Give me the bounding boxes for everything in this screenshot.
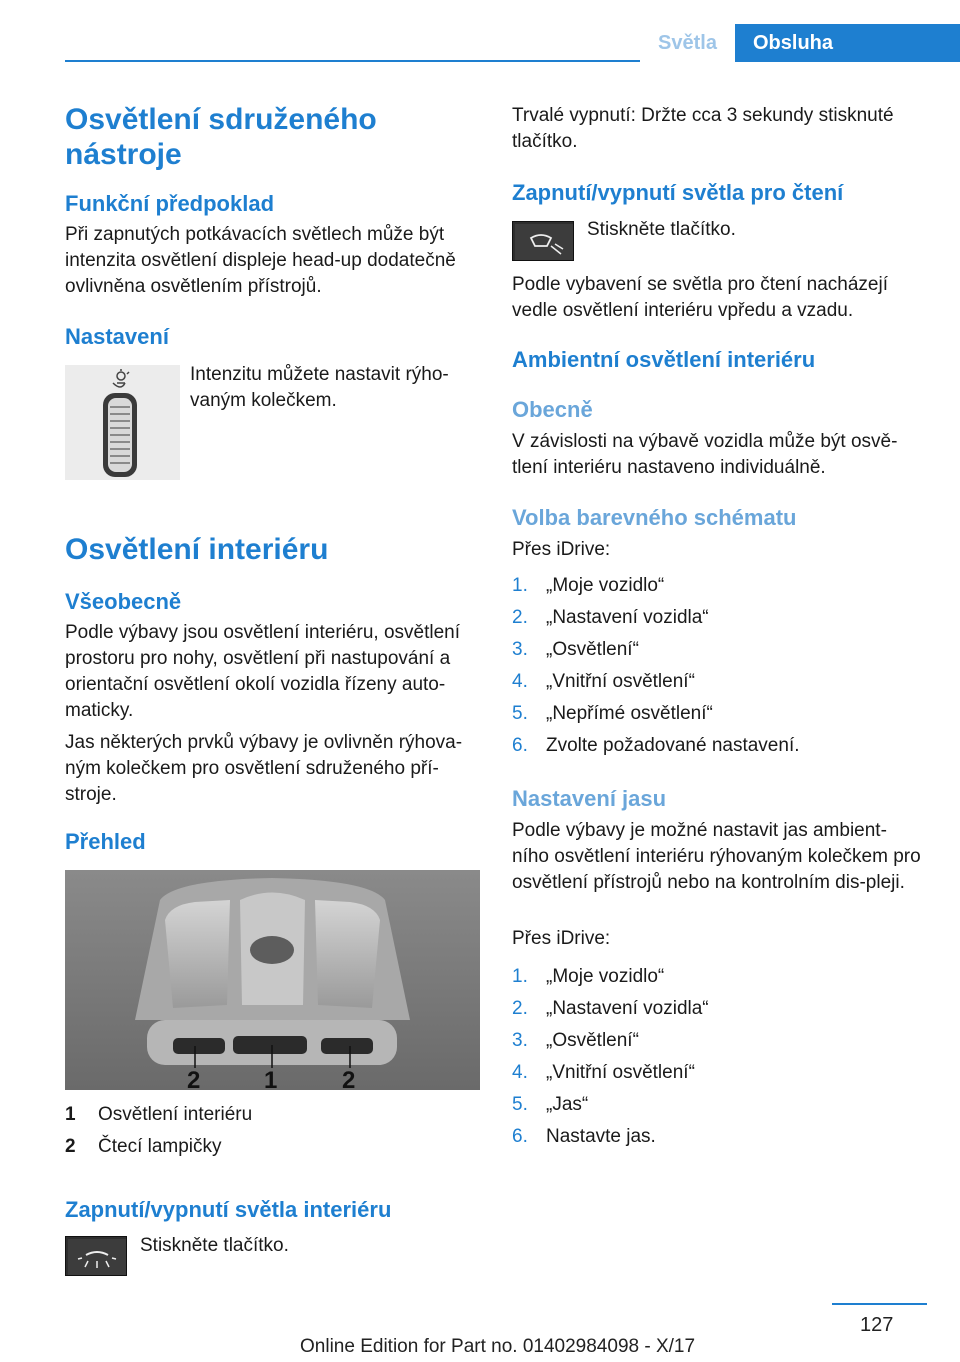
step-text: „Nepřímé osvětlení“ xyxy=(546,703,713,724)
steps-brightness xyxy=(512,961,932,1153)
step-number: 3. xyxy=(512,639,528,660)
heading-overview: Přehled xyxy=(65,829,146,854)
step-text: „Moje vozidlo“ xyxy=(546,575,665,596)
text-idrive-1: Přes iDrive: xyxy=(512,539,611,560)
list-item xyxy=(512,1089,932,1121)
step-number: 6. xyxy=(512,735,528,756)
step-number: 2. xyxy=(512,998,528,1019)
step-text: Zvolte požadované nastavení. xyxy=(546,735,800,756)
text-idrive-2: Přes iDrive: xyxy=(512,928,611,949)
text-general-2b: V závislosti na výbavě vozidla může být osvě-tlení interiéru nastaveno individuálně. xyxy=(512,431,898,478)
section-tab: Světla xyxy=(640,24,735,62)
legend-text: Čtecí lampičky xyxy=(98,1136,222,1157)
heading-interior-lighting: Osvětlení interiéru xyxy=(65,533,329,566)
step-text: „Vnitřní osvětlení“ xyxy=(546,671,695,692)
list-item xyxy=(512,730,932,762)
list-item xyxy=(512,1121,932,1153)
list-item xyxy=(512,666,932,698)
step-number: 1. xyxy=(512,966,528,987)
step-number: 1. xyxy=(512,575,528,596)
heading-brightness: Nastavení jasu xyxy=(512,786,667,811)
heading-interior-switch: Zapnutí/vypnutí světla interiéru xyxy=(65,1197,392,1222)
legend-number: 1 xyxy=(65,1104,76,1125)
step-number: 4. xyxy=(512,671,528,692)
list-item xyxy=(512,993,932,1025)
heading-setting: Nastavení xyxy=(65,324,169,349)
callout-2-left: 2 xyxy=(187,1067,201,1090)
step-number: 2. xyxy=(512,607,528,628)
interior-light-button-icon xyxy=(65,1236,127,1276)
step-text: „Nastavení vozidla“ xyxy=(546,607,709,628)
legend-item xyxy=(65,1131,480,1163)
list-item xyxy=(512,1025,932,1057)
heading-ambient-lighting: Ambientní osvětlení interiéru xyxy=(512,347,816,372)
reading-light-button-icon xyxy=(512,221,574,261)
callout-2-right: 2 xyxy=(342,1067,356,1090)
list-item xyxy=(512,570,932,602)
page-number: 127 xyxy=(860,1314,894,1336)
legend-item xyxy=(65,1099,480,1131)
step-number: 4. xyxy=(512,1062,528,1083)
list-item xyxy=(512,698,932,730)
heading-general-2: Obecně xyxy=(512,397,593,422)
thumbwheel-image xyxy=(65,365,180,480)
callout-1: 1 xyxy=(264,1067,278,1090)
text-press-button-1: Stiskněte tlačítko. xyxy=(140,1235,289,1256)
footer-rule xyxy=(832,1303,927,1305)
step-text: „Nastavení vozidla“ xyxy=(546,998,709,1019)
text-setting: Intenzitu můžete nastavit rýho-vaným kolečkem. xyxy=(190,364,449,411)
chapter-tab: Obsluha xyxy=(735,24,960,62)
heading-color-scheme: Volba barevného schématu xyxy=(512,505,797,530)
step-text: Nastavte jas. xyxy=(546,1126,656,1147)
legend-number: 2 xyxy=(65,1136,76,1157)
step-text: „Osvětlení“ xyxy=(546,639,639,660)
list-item xyxy=(512,634,932,666)
text-reading-info: Podle vybavení se světla pro čtení nacházejí vedle osvětlení interiéru vpředu a vzadu. xyxy=(512,274,889,321)
step-number: 5. xyxy=(512,703,528,724)
list-item xyxy=(512,1057,932,1089)
overhead-console-image xyxy=(65,870,480,1090)
step-text: „Osvětlení“ xyxy=(546,1030,639,1051)
heading-precondition: Funkční předpoklad xyxy=(65,191,275,216)
text-brightness: Podle výbavy je možné nastavit jas ambient-ního osvětlení interiéru rýhovaným kolečkem pro osvětlení přístrojů nebo na kontrolním dis-pleji. xyxy=(512,820,921,893)
text-precondition: Při zapnutých potkávacích světlech může být intenzita osvětlení displeje head-up dodatečně ovlivněna osvětlením přístrojů. xyxy=(65,224,456,297)
step-number: 3. xyxy=(512,1030,528,1051)
heading-cluster-lighting: Osvětlení sdruženého nástroje xyxy=(65,103,377,171)
figure-legend xyxy=(65,1099,480,1163)
text-press-button-2: Stiskněte tlačítko. xyxy=(587,219,736,240)
brightness-symbol-icon xyxy=(113,369,129,387)
step-number: 6. xyxy=(512,1126,528,1147)
text-permanent-off: Trvalé vypnutí: Držte cca 3 sekundy stisknuté tlačítko. xyxy=(512,105,894,152)
step-text: „Moje vozidlo“ xyxy=(546,966,665,987)
steps-color-scheme xyxy=(512,570,932,762)
heading-general: Všeobecně xyxy=(65,589,182,614)
list-item xyxy=(512,961,932,993)
step-number: 5. xyxy=(512,1094,528,1115)
step-text: „Jas“ xyxy=(546,1094,589,1115)
step-text: „Vnitřní osvětlení“ xyxy=(546,1062,695,1083)
list-item xyxy=(512,602,932,634)
legend-text: Osvětlení interiéru xyxy=(98,1104,253,1125)
edition-note: Online Edition for Part no. 01402984098 - X/17 xyxy=(300,1336,696,1357)
text-general-2: Jas některých prvků výbavy je ovlivněn rýhova-ným kolečkem pro osvětlení sdruženého pří-stroje. xyxy=(65,732,463,805)
text-general-1: Podle výbavy jsou osvětlení interiéru, osvětlení prostoru pro nohy, osvětlení při nastupování a orientační osvětlení okolí vozidla řízeny auto-maticky. xyxy=(65,622,460,721)
heading-reading-lights: Zapnutí/vypnutí světla pro čtení xyxy=(512,180,844,205)
